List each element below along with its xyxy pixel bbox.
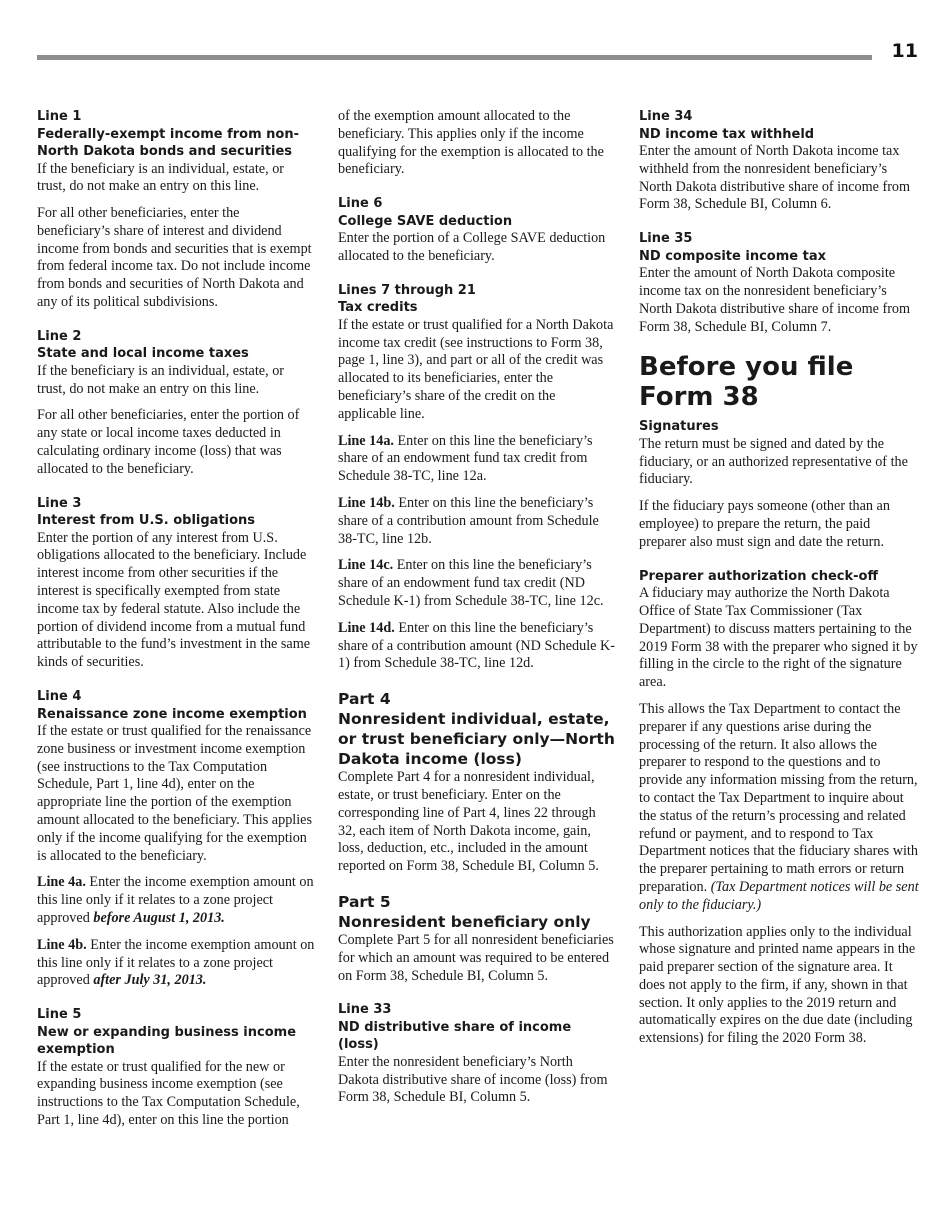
- section-line-5: [37, 1006, 315, 1130]
- line-4a-date: before August 1, 2013.: [93, 910, 225, 926]
- section-line-35: [639, 230, 921, 336]
- line-14c-paragraph: [338, 557, 616, 610]
- paragraph: If the fiduciary pays someone (other than an employee) to prepare the return, the paid preparer also must sign and date the return.: [639, 498, 890, 550]
- line-4a-paragraph: [37, 874, 315, 927]
- paragraph-text: This allows the Tax Department to contact the preparer if any questions arise during the processing of the return. It also allows the preparer to respond to the questions and to provide any information missing from the return, to contact the Tax Department to inquire about the status of the return’s processing and related refund or payment, and to respond to Tax Department notices that the fiduciary shares with the preparer pertaining to math errors or return preparation.: [639, 700, 918, 895]
- section-line-4: [37, 688, 315, 990]
- section-line-3: [37, 495, 315, 672]
- paragraph: Enter the amount of North Dakota composite income tax on the nonresident beneficiary’s North Dakota distributive share of income from Form 38, Schedule BI, Column 7.: [639, 265, 911, 335]
- column-3: [639, 108, 921, 1064]
- line-label: Lines 7 through 21: [338, 282, 476, 298]
- section-part-5: [338, 892, 616, 985]
- line-4b-date: after July 31, 2013.: [93, 972, 207, 989]
- line-label: Line 4: [37, 689, 82, 705]
- line-title: Tax credits: [338, 300, 418, 316]
- paragraph: If the beneficiary is an individual, estate, or trust, do not make an entry on this line.: [37, 362, 285, 397]
- paragraph: The return must be signed and dated by the fiduciary, or an authorized representative of the fiduciary.: [639, 435, 908, 488]
- line-14a-lead: Line 14a.: [338, 432, 394, 449]
- section-preparer-authorization: [639, 568, 921, 1048]
- part-label: Part 4: [338, 690, 391, 709]
- paragraph: Enter the nonresident beneficiary’s North Dakota distributive share of income (loss) from Form 38, Schedule BI, Column 5.: [338, 1053, 608, 1106]
- line-title: Interest from U.S. obligations: [37, 513, 256, 529]
- line-label: Line 3: [37, 495, 82, 511]
- line-4a-text: Enter the income exemption amount on this line only if it relates to a zone project approved: [37, 874, 314, 926]
- section-title: Signatures: [639, 419, 719, 435]
- line-14a-text: Enter on this line the beneficiary’s share of an endowment fund tax credit from Schedule 38-TC, line 12a.: [338, 432, 593, 485]
- section-line-2: [37, 328, 315, 479]
- paragraph: If the estate or trust qualified for a North Dakota income tax credit (see instructions to Form 38, page 1, line 3), and part or all of the credit was allocated to its beneficiaries, enter the beneficiary’s share of the credit on the applicable line.: [338, 316, 614, 422]
- line-14c-text: Enter on this line the beneficiary’s share of an endowment fund tax credit (ND Schedule K-1) from Schedule 38-TC, line 12c.: [338, 557, 604, 609]
- header-rule: [37, 55, 872, 60]
- paragraph: For all other beneficiaries, enter the beneficiary’s share of interest and dividend income from bonds and securities that is exempt from federal income tax. Do not include income from bonds and securities of North Dakota and any of its political subdivisions.: [37, 205, 312, 311]
- section-part-4: [338, 689, 616, 876]
- part-title: Nonresident beneficiary only: [338, 912, 591, 931]
- before-you-file-heading: Before you file Form 38: [639, 352, 854, 413]
- line-label: Line 5: [37, 1007, 82, 1023]
- line-4b-text: Enter the income exemption amount on this line only if it relates to a zone project approved: [37, 936, 315, 989]
- line-14a-paragraph: [338, 433, 616, 486]
- section-title: Preparer authorization check-off: [639, 568, 879, 584]
- line-label: Line 34: [639, 109, 693, 124]
- paragraph: Complete Part 5 for all nonresident beneficiaries for which an amount was required to be entered on Form 38, Schedule BI, Column 5.: [338, 931, 614, 984]
- paragraph: This authorization applies only to the individual whose signature and printed name appears in the paid preparer section of the signature area. It does not apply to the firm, if any, shown in that section. It only applies to the 2019 return and automatically expires on the due date (including extensions) for filing the 2020 Form 38.: [639, 923, 916, 1047]
- paragraph: Enter the portion of any interest from U.S. obligations allocated to the beneficiary. Include interest income from other securities if the interest is specifically exempted from state income tax by federal statute. Also include the portion of dividend income from a mutual fund attributable to the fund’s investment in the same kinds of securities.: [37, 529, 311, 671]
- section-line-34: [639, 108, 921, 214]
- paragraph: of the exemption amount allocated to the beneficiary. This applies only if the income qualifying for the exemption is allocated to the beneficiary.: [338, 108, 604, 178]
- line-title: Renaissance zone income exemption: [37, 706, 307, 722]
- paragraph: Enter the portion of a College SAVE deduction allocated to the beneficiary.: [338, 230, 606, 264]
- line-label: Line 35: [639, 231, 693, 247]
- line-title: ND composite income tax: [639, 248, 826, 264]
- paragraph: If the estate or trust qualified for the new or expanding business income exemption (see instructions to the Tax Computation Schedule, Part 1, line 4d), enter on this line the portion: [37, 1058, 300, 1129]
- line-title: ND income tax withheld: [639, 126, 815, 142]
- paragraph: [639, 701, 921, 915]
- section-line-5-continued: [338, 108, 616, 179]
- line-label: Line 1: [37, 109, 82, 124]
- line-title: Federally-exempt income from non-North Dakota bonds and securities: [37, 126, 300, 159]
- column-2: [338, 108, 616, 1123]
- line-14b-lead: Line 14b.: [338, 494, 395, 511]
- line-14b-text: Enter on this line the beneficiary’s share of a contribution amount from Schedule 38-TC, line 12b.: [338, 494, 599, 547]
- line-14d-text: Enter on this line the beneficiary’s share of a contribution amount (ND Schedule K-1) from Schedule 38-TC, line 12d.: [338, 619, 615, 672]
- line-14d-paragraph: [338, 620, 616, 673]
- section-line-6: [338, 195, 616, 266]
- paragraph: Enter the amount of North Dakota income tax withheld from the nonresident beneficiary’s North Dakota distributive share of income from Form 38, Schedule BI, Column 6.: [639, 143, 911, 213]
- paragraph: If the beneficiary is an individual, estate, or trust, do not make an entry on this line.: [37, 160, 285, 195]
- part-title: Nonresident individual, estate, or trust beneficiary only—North Dakota income (loss): [338, 710, 615, 769]
- section-signatures: [639, 418, 921, 551]
- line-14c-lead: Line 14c.: [338, 557, 394, 574]
- paragraph: Complete Part 4 for a nonresident individual, estate, or trust beneficiary. Enter on the corresponding line of Part 4, lines 22 through 32, each item of North Dakota income, gain, loss, deduction, etc., included in the amount reported on Form 38, Schedule BI, Column 5.: [338, 769, 599, 875]
- line-4b-paragraph: [37, 937, 315, 990]
- line-4a-lead: Line 4a.: [37, 874, 86, 891]
- column-1: [37, 108, 315, 1146]
- line-title: State and local income taxes: [37, 346, 249, 362]
- line-14d-lead: Line 14d.: [338, 619, 395, 636]
- line-label: Line 33: [338, 1002, 392, 1018]
- line-4b-lead: Line 4b.: [37, 936, 87, 953]
- section-line-1: [37, 108, 315, 312]
- part-label: Part 5: [338, 892, 391, 911]
- paragraph: If the estate or trust qualified for the renaissance zone business or investment income exemption (see instructions to the Tax Computation Schedule, Part 1, line 4d), enter on the appropriate line the portion of the exemption amount allocated to the beneficiary. This applies only if the income qualifying for the exemption is allocated to the beneficiary.: [37, 723, 312, 864]
- section-lines-7-21: [338, 282, 616, 673]
- section-line-33: [338, 1001, 616, 1107]
- notice-note: (Tax Department notices will be sent only to the fiduciary.): [639, 878, 919, 913]
- line-label: Line 2: [37, 328, 82, 344]
- line-title: College SAVE deduction: [338, 213, 513, 229]
- line-label: Line 6: [338, 196, 383, 212]
- page-number: 11: [891, 40, 918, 62]
- line-title: New or expanding business income exemption: [37, 1024, 297, 1058]
- paragraph: For all other beneficiaries, enter the portion of any state or local income taxes deducted in calculating ordinary income (loss) that was allocated to the beneficiary.: [37, 407, 300, 477]
- line-title: ND distributive share of income (loss): [338, 1019, 572, 1053]
- paragraph: A fiduciary may authorize the North Dakota Office of State Tax Commissioner (Tax Department) to discuss matters pertaining to the 2019 Form 38 with the preparer who signed it by filling in the circle to the right of the signature area.: [639, 585, 918, 691]
- line-14b-paragraph: [338, 495, 616, 548]
